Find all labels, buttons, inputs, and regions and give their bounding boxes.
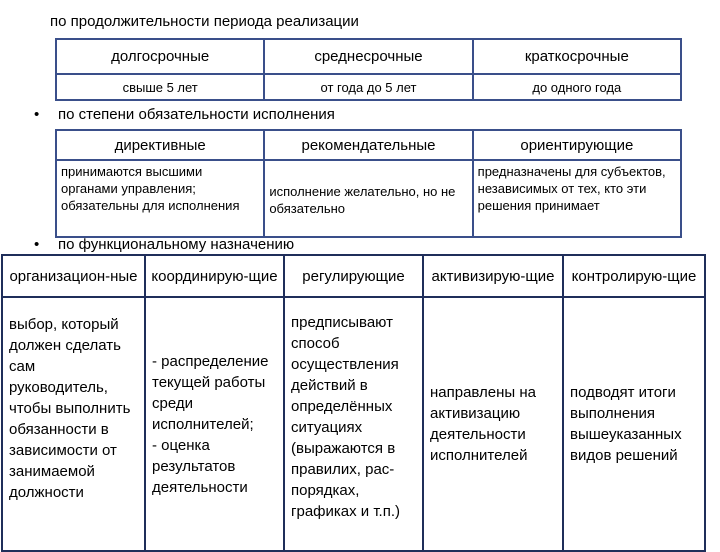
section3-bullet: • bbox=[34, 236, 40, 253]
header-regulating: регулирующие bbox=[284, 255, 423, 297]
section3-heading: по функциональному назначению bbox=[58, 236, 295, 253]
value-recommendatory: исполнение желательно, но не обязательно bbox=[264, 160, 472, 237]
section1-heading: по продолжительности периода реализации bbox=[50, 13, 359, 30]
header-recommendatory: рекомендательные bbox=[264, 130, 472, 160]
value-orienting: предназначены для субъектов, независимых от тех, кто эти решения принимает bbox=[473, 160, 681, 237]
value-mid-term: от года до 5 лет bbox=[264, 74, 472, 100]
header-long-term: долгосрочные bbox=[56, 39, 264, 74]
header-organizational: организацион-ные bbox=[2, 255, 145, 297]
value-regulating: предписывают способ осуществления действий в определённых ситуациях (выражаются в правилих, рас-порядках, графиках и т.п.) bbox=[284, 297, 423, 551]
section2-heading: по степени обязательности исполнения bbox=[58, 106, 335, 123]
function-table bbox=[1, 254, 706, 552]
obligation-table bbox=[55, 129, 682, 238]
header-activating: активизирую-щие bbox=[423, 255, 563, 297]
header-orienting: ориентирующие bbox=[473, 130, 681, 160]
header-coordinating: координирую-щие bbox=[145, 255, 284, 297]
value-activating: направлены на активизацию деятельности исполнителей bbox=[423, 297, 563, 551]
value-organizational: выбор, который должен сделать сам руководитель, чтобы выполнить обязанности в зависимости от занимаемой должности bbox=[2, 297, 145, 551]
header-short-term: краткосрочные bbox=[473, 39, 681, 74]
duration-table bbox=[55, 38, 682, 101]
header-controlling: контролирую-щие bbox=[563, 255, 705, 297]
value-controlling: подводят итоги выполнения вышеуказанных видов решений bbox=[563, 297, 705, 551]
value-long-term: свыше 5 лет bbox=[56, 74, 264, 100]
header-directive: директивные bbox=[56, 130, 264, 160]
section2-bullet: • bbox=[34, 106, 40, 123]
value-directive: принимаются высшими органами управления; обязательны для исполнения bbox=[56, 160, 264, 237]
value-short-term: до одного года bbox=[473, 74, 681, 100]
header-mid-term: среднесрочные bbox=[264, 39, 472, 74]
value-coordinating: - распределение текущей работы среди исполнителей; - оценка результатов деятельности bbox=[145, 297, 284, 551]
